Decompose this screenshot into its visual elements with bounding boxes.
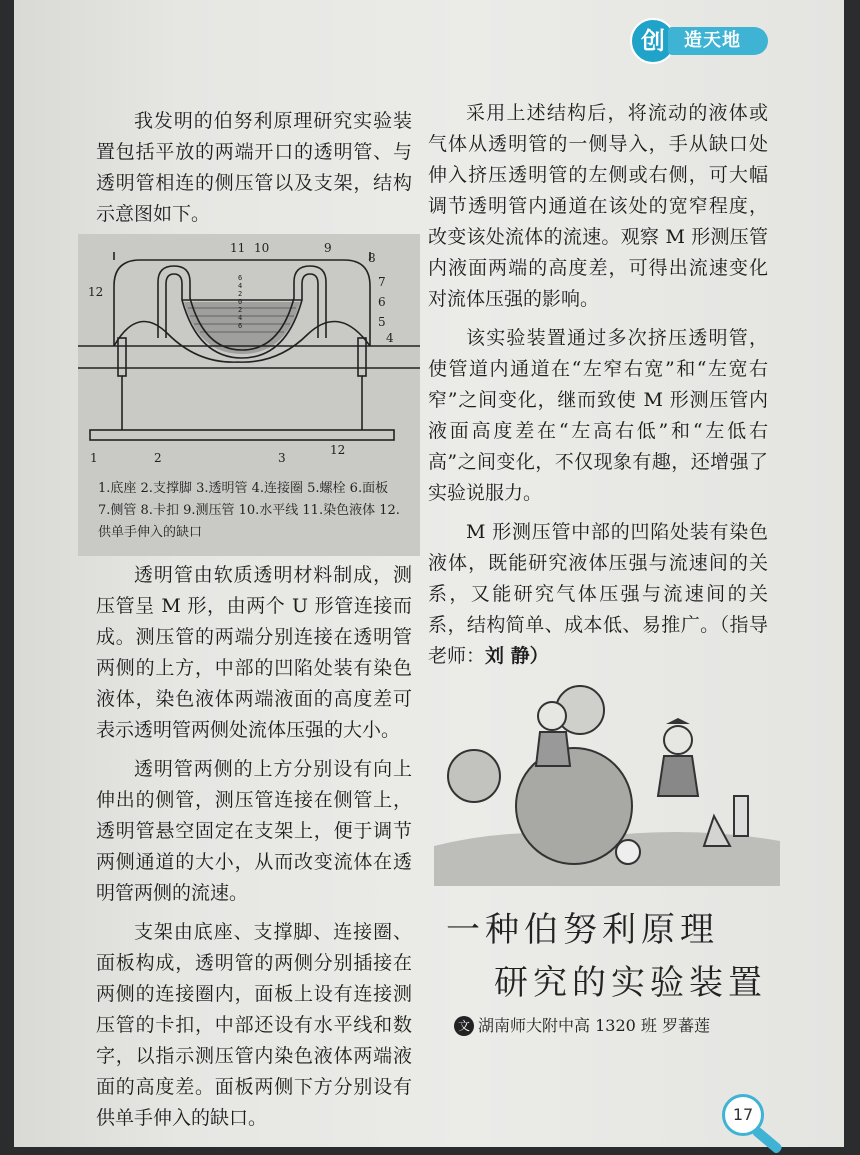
label-12-bottom: 12: [330, 443, 346, 457]
page-number: 17: [722, 1094, 764, 1136]
svg-text:4: 4: [238, 314, 243, 322]
cartoon-illustration: [434, 676, 780, 886]
test-tube: [734, 796, 748, 836]
author-name: 湖南师大附中高 1320 班 罗蕃莲: [478, 1016, 710, 1035]
paragraph-side-tube: 透明管两侧的上方分别设有向上伸出的侧管，测压管连接在侧管上，透明管悬空固定在支架上，便于调节两侧通道的大小，从而改变流体在透明管两侧的流速。: [96, 758, 412, 904]
svg-text:6: 6: [238, 274, 243, 282]
paragraph-summary: [428, 517, 768, 672]
puppy: [616, 840, 640, 864]
left-column-intro: [96, 106, 412, 238]
left-column-body: [96, 560, 412, 1142]
diagram-drawing: [78, 234, 420, 474]
badge-circle: 创: [630, 18, 676, 64]
label-9: 9: [324, 241, 332, 255]
svg-text:2: 2: [238, 290, 243, 298]
connecting-ring-right: [358, 338, 366, 376]
svg-text:0: 0: [238, 298, 243, 306]
svg-text:6: 6: [238, 322, 243, 330]
article-title-line1: 一种伯努利原理: [446, 910, 719, 950]
label-1: 1: [90, 451, 98, 465]
small-sphere-left: [448, 750, 500, 802]
right-column-body: [428, 98, 768, 680]
badge-text: 造天地: [668, 27, 768, 55]
label-3: 3: [278, 451, 286, 465]
label-8: 8: [368, 251, 376, 265]
paragraph-experiment: 该实验装置通过多次挤压透明管，使管道内通道在“左窄右宽”和“左宽右窄”之间变化，继而致使 M 形测压管内液面高度差在“左高右低”和“左低右高”之间变化，不仅现象有趣，还增强了实验说服力。: [428, 327, 768, 504]
label-12-left: 12: [88, 285, 104, 299]
figure-caption: 1.底座 2.支撑脚 3.透明管 4.连接圈 5.螺栓 6.面板 7.侧管 8.卡扣 9.测压管 10.水平线 11.染色液体 12.供单手伸入的缺口: [98, 481, 400, 540]
boy-body: [536, 732, 570, 766]
label-4: 4: [386, 331, 394, 345]
article-title-line2: 研究的实验装置: [494, 963, 767, 1003]
advisor-name: 刘 静）: [485, 645, 549, 667]
girl-head: [664, 726, 692, 754]
magazine-page: [14, 0, 844, 1147]
base-plate: [90, 430, 394, 440]
author-line: [454, 1014, 774, 1038]
section-badge: [630, 18, 770, 62]
flask: [704, 816, 730, 846]
girl-body: [658, 756, 698, 796]
paragraph-support: 支架由底座、支撑脚、连接圈、面板构成，透明管的两侧分别插接在两侧的连接圈内，面板上设有连接测压管的卡扣，中部还设有水平线和数字，以指示测压管内染色液体两端液面的高度差。面板两侧下方分别设有供单手伸入的缺口。: [96, 921, 412, 1129]
boy-head: [538, 702, 566, 730]
paragraph-usage: 采用上述结构后，将流动的液体或气体从透明管的一侧导入，手从缺口处伸入挤压透明管的左侧或右侧，可大幅调节透明管内通道在该处的宽窄程度，改变该处流体的流速。观察 M 形测压管内液面两端的高度差，可得出流速变化对流体压强的影响。: [428, 102, 768, 310]
scale-digits: [238, 274, 242, 330]
label-6: 6: [378, 295, 386, 309]
structure-diagram: [78, 234, 420, 556]
big-sphere: [516, 748, 632, 864]
label-10: 10: [254, 241, 270, 255]
label-11: 11: [230, 241, 246, 255]
intro-paragraph: 我发明的伯努利原理研究实验装置包括平放的两端开口的透明管、与透明管相连的侧压管以及支架，结构示意图如下。: [96, 110, 412, 225]
svg-text:4: 4: [238, 282, 243, 290]
label-7: 7: [378, 275, 386, 289]
author-badge: 文: [454, 1016, 474, 1036]
svg-text:2: 2: [238, 306, 243, 314]
graduation-cap: [666, 718, 690, 724]
paragraph-tube: 透明管由软质透明材料制成，测压管呈 M 形，由两个 U 形管连接而成。测压管的两端分别连接在透明管两侧的上方，中部的凹陷处装有染色液体，染色液体两端液面的高度差可表示透明管两侧处流体压强的大小。: [96, 564, 412, 741]
connecting-ring-left: [118, 338, 126, 376]
summary-text: M 形测压管中部的凹陷处装有染色液体，既能研究液体压强与流速间的关系，又能研究气体压强与流速间的关系，结构简单、成本低、易推广。（指导老师：: [428, 521, 768, 667]
label-5: 5: [378, 315, 386, 329]
label-2: 2: [154, 451, 162, 465]
